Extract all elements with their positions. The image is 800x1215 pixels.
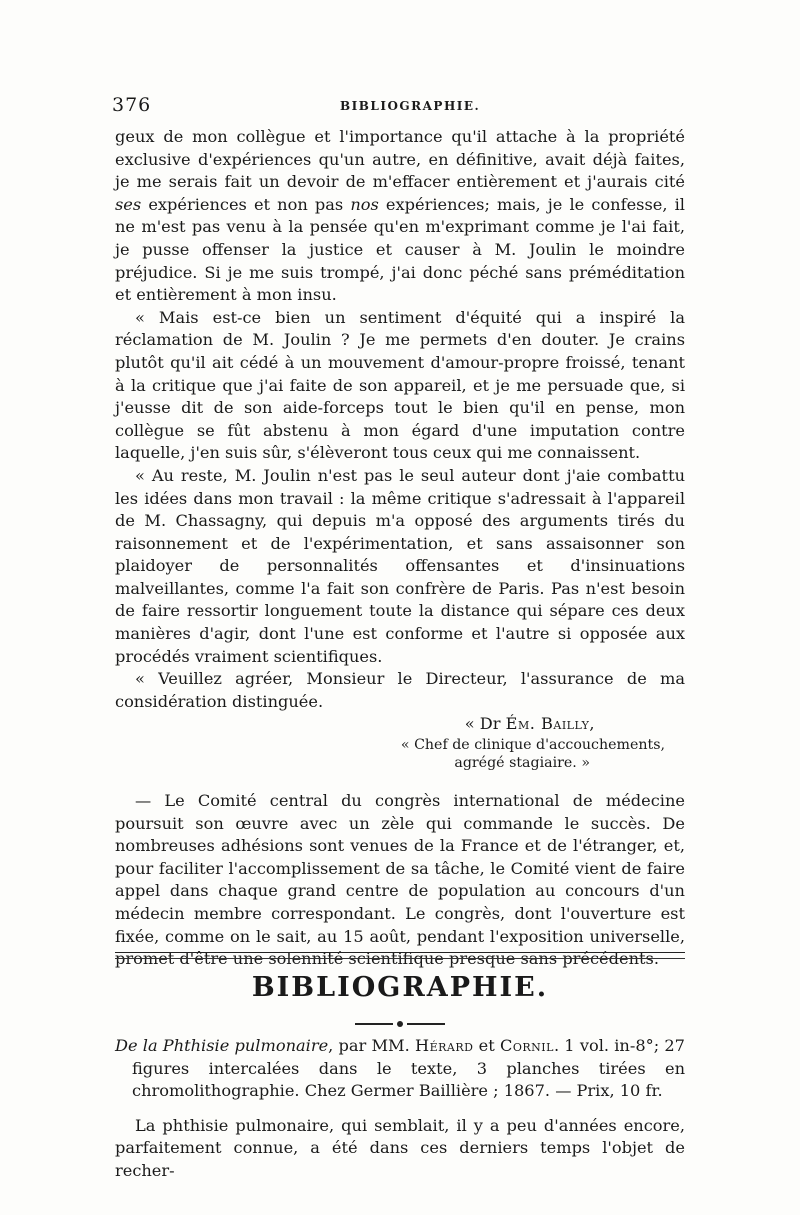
review-opening: La phthisie pulmonaire, qui semblait, il y a peu d'années encore, parfaitement connue, a été dans ces derniers temps l'objet de recher- <box>115 1115 685 1180</box>
letter-paragraph-3: « Au reste, M. Joulin n'est pas le seul auteur dont j'aie combattu les idées dans mon travail : la même critique s'adressait à l'appareil de M. Chassagny, qui depuis m'a opposé des arguments tirés du raisonnement et de l'expérimentation, et sans assaisonner son plaidoyer de personnalités offensantes et d'insinuations malveillantes, comme l'a fait son confrère de Paris. Pas n'est besoin de faire ressortir longuement toute la distance qui sépare ces deux manières d'agir, dont l'une est conforme et l'autre si opposée aux procédés vraiment scientifiques. <box>115 465 685 666</box>
citation-details: . 1 vol. in-8°; 27 figures intercalées dans le texte, 3 planches tirées en chromolithographie. Chez Germer Baillière ; 1867. — Prix, 10 fr. <box>132 1036 685 1101</box>
affiliation-line-2: agrégé stagiaire. » <box>454 755 590 772</box>
section-rule <box>115 952 685 959</box>
affiliation-line-1: « Chef de clinique d'accouchements, <box>400 737 665 754</box>
book-title: De la Phthisie pulmonaire <box>115 1036 329 1055</box>
ornament-dot <box>397 1021 403 1027</box>
body-text <box>115 126 685 971</box>
news-item <box>115 790 685 971</box>
letter-p1-middle: expériences et non pas <box>141 194 351 214</box>
letter-paragraph-4: « Veuillez agréer, Monsieur le Directeur, l'assurance de ma considération distinguée. <box>115 669 685 711</box>
letter-p1-emphasis-nos: nos <box>350 194 379 214</box>
news-paragraph: — Le Comité central du congrès international de médecine poursuit son œuvre avec un zèle qui commande le succès. De nombreuses adhésions sont venues de la France et de l'étranger, et, pour faciliter l'accomplissement de sa tâche, le Comité vient de faire appel dans chaque grand centre de population au concours d'un médecin membre correspondant. Le congrès, dont l'ouverture est fixée, comme on le sait, au 15 août, pendant l'exposition universelle, promet d'être une solennité scientifique presque sans précédents. <box>115 791 685 969</box>
bibliography-citation <box>115 1035 685 1103</box>
running-head <box>112 94 692 118</box>
bibliography-entry <box>115 1035 685 1183</box>
spacer <box>115 772 685 790</box>
letter-p1-text: geux de mon collègue et l'importance qu'il attache à la propriété exclusive d'expériences qu'un autre, en définitive, avait déjà faites, je me serais fait un devoir de m'effacer entièrement et j'aurais cité <box>115 127 685 192</box>
author-cornil: Cornil <box>499 1036 554 1055</box>
citation-by: , par MM. <box>328 1036 415 1055</box>
letter-p1-end: expériences; mais, je le confesse, il ne m'est pas venu à la pensée qu'en m'exprimant comme je l'ai fait, je pusse offenser la justice et causer à M. Joulin le moindre préjudice. Si je me suis trompé, j'ai donc péché sans préméditation et entièrement à mon insu. <box>115 194 685 305</box>
author-herard: Hérard <box>414 1036 474 1055</box>
citation-and: et <box>473 1036 500 1055</box>
letter-p1-emphasis-ses: ses <box>115 194 142 214</box>
ornament-divider <box>355 1021 445 1027</box>
page-number: 376 <box>112 94 152 116</box>
signature <box>115 713 685 736</box>
signature-prefix: « Dr <box>464 714 506 734</box>
section-heading: BIBLIOGRAPHIE. <box>251 972 549 1003</box>
ornament-bar-right <box>407 1023 445 1025</box>
letter-paragraph-1 <box>115 126 685 307</box>
running-title: BIBLIOGRAPHIE. <box>340 99 481 113</box>
signature-name: Ém. Bailly, <box>505 714 595 734</box>
ornament-bar-left <box>355 1023 393 1025</box>
letter-paragraph-2: « Mais est-ce bien un sentiment d'équité qui a inspiré la réclamation de M. Joulin ? Je me permets d'en douter. Je crains plutôt qu'il ait cédé à un mouvement d'amour-propre froissé, tenant à la critique que j'ai faite de son appareil, et je me persuade que, si j'eusse dit de son aide-forceps tout le bien qu'il en pense, mon collègue se fût abstenu à mon égard d'une imputation contre laquelle, j'en suis sûr, s'élèveront tous ceux qui me connaissent. <box>115 307 685 463</box>
